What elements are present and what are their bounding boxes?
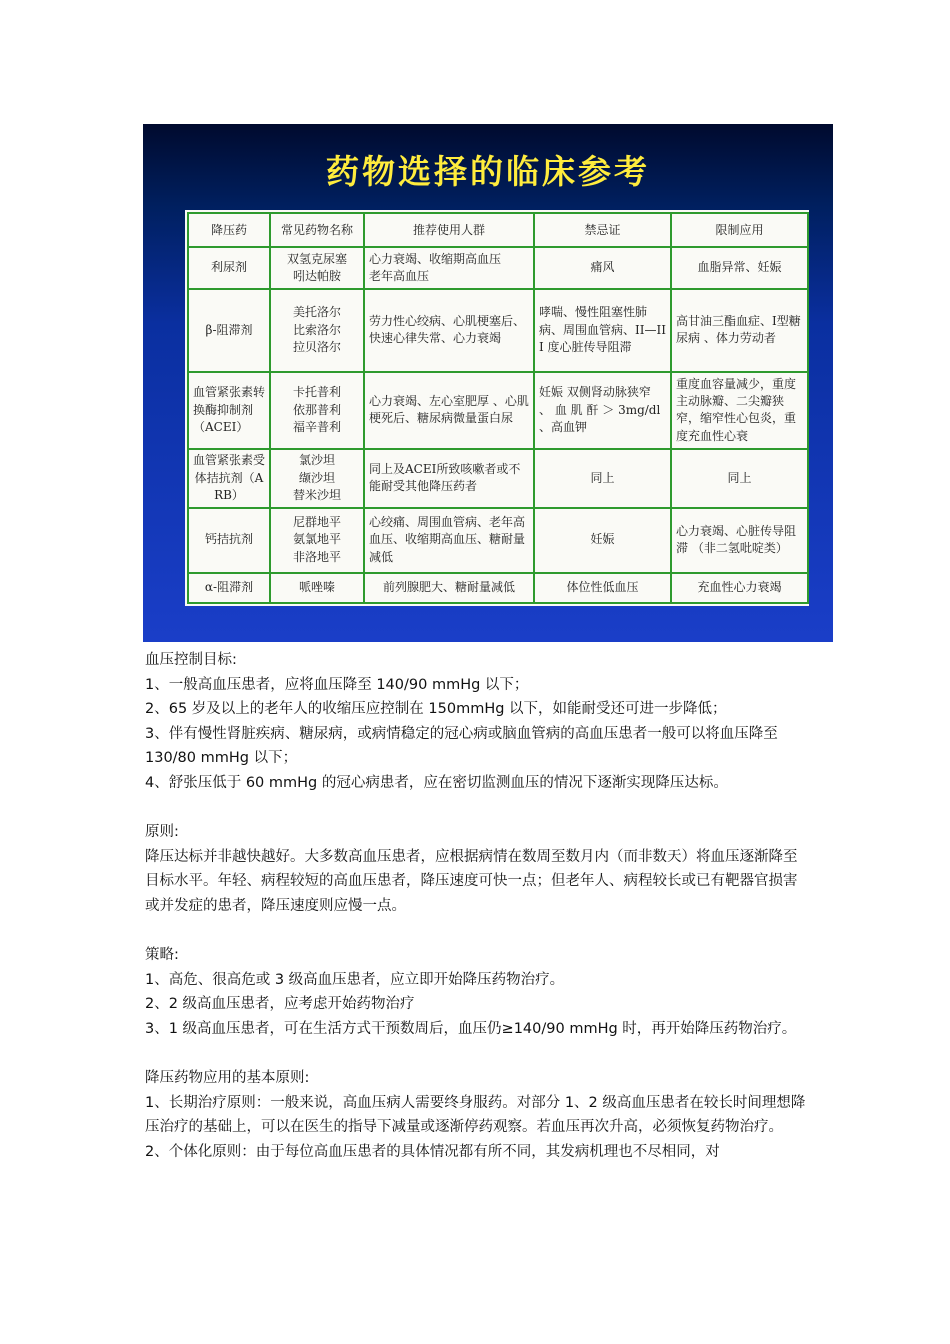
indication-cell: 心力衰竭、收缩期高血压 老年高血压 <box>364 247 534 288</box>
table-row <box>188 289 808 372</box>
section-heading: 策略: <box>145 947 179 964</box>
drug-class-cell: β-阻滞剂 <box>188 289 270 372</box>
spacer <box>145 919 810 944</box>
contraindication-cell: 同上 <box>534 449 671 508</box>
drug-names-cell: 卡托普利 依那普利 福辛普利 <box>270 372 364 449</box>
restriction-cell: 同上 <box>671 449 808 508</box>
restriction-cell: 高甘油三酯血症、I型糖尿病 、体力劳动者 <box>671 289 808 372</box>
indication-cell: 心绞痛、周围血管病、老年高血压、收缩期高血压、糖耐量减低 <box>364 508 534 573</box>
drug-class-cell: α-阻滞剂 <box>188 573 270 603</box>
header-cell: 常见药物名称 <box>270 213 364 247</box>
paragraph: 2、65 岁及以上的老年人的收缩压应控制在 150mmHg 以下，如能耐受还可进一步降低； <box>145 701 727 718</box>
paragraph: 1、长期治疗原则：一般来说，高血压病人需要终身服药。对部分 1、2 级高血压患者在较长时间理想降压治疗的基础上，可以在医生的指导下减量或逐渐停药观察。若血压再次升高，必须恢复药物治疗。 <box>145 1094 806 1136</box>
restriction-cell: 充血性心力衰竭 <box>671 573 808 603</box>
paragraph: 降压达标并非越快越好。大多数高血压患者，应根据病情在数周至数月内（而非数天）将血压逐渐降至目标水平。年轻、病程较短的高血压患者，降压速度可快一点；但老年人、病程较长或已有靶器官损害或并发症的患者，降压速度则应慢一点。 <box>145 848 798 914</box>
table-row <box>188 372 808 449</box>
slide-image <box>143 124 833 642</box>
paragraph: 4、舒张压低于 60 mmHg 的冠心病患者，应在密切监测血压的情况下逐渐实现降压达标。 <box>145 774 728 791</box>
indication-cell: 劳力性心绞病、心肌梗塞后、快速心律失常、心力衰竭 <box>364 289 534 372</box>
table-header-row <box>188 213 808 247</box>
drug-names-cell: 哌唑嗪 <box>270 573 364 603</box>
restriction-cell: 重度血容量减少，重度主动脉瓣、二尖瓣狭窄，缩窄性心包炎，重度充血性心衰 <box>671 372 808 449</box>
contraindication-cell: 痛风 <box>534 247 671 288</box>
drug-names-cell: 美托洛尔 比索洛尔 拉贝洛尔 <box>270 289 364 372</box>
drug-reference-table <box>187 212 809 604</box>
drug-names-cell: 尼群地平 氨氯地平 非洛地平 <box>270 508 364 573</box>
contraindication-cell: 妊娠 双侧肾动脉狭窄 、 血 肌 酐 ＞ 3mg/dl 、高血钾 <box>534 372 671 449</box>
header-cell: 禁忌证 <box>534 213 671 247</box>
paragraph: 1、一般高血压患者，应将血压降至 140/90 mmHg 以下； <box>145 676 529 693</box>
indication-cell: 心力衰竭、左心室肥厚 、心肌梗死后、糖尿病微量蛋白尿 <box>364 372 534 449</box>
restriction-cell: 血脂异常、妊娠 <box>671 247 808 288</box>
restriction-cell: 心力衰竭、心脏传导阻滞 （非二氢吡啶类） <box>671 508 808 573</box>
indication-cell: 同上及ACEI所致咳嗽者或不能耐受其他降压药者 <box>364 449 534 508</box>
paragraph: 2、个体化原则：由于每位高血压患者的具体情况都有所不同，其发病机理也不尽相同，对 <box>145 1143 720 1160</box>
paragraph: 1、高危、很高危或 3 级高血压患者，应立即开始降压药物治疗。 <box>145 971 565 988</box>
table-row <box>188 573 808 603</box>
contraindication-cell: 哮喘、慢性阻塞性肺病、周围血管病、II—III 度心脏传导阻滞 <box>534 289 671 372</box>
paragraph: 2、2 级高血压患者，应考虑开始药物治疗 <box>145 996 415 1013</box>
slide-title: 药物选择的临床参考 <box>326 152 650 191</box>
contraindication-cell: 体位性低血压 <box>534 573 671 603</box>
table-row <box>188 508 808 573</box>
header-cell: 限制应用 <box>671 213 808 247</box>
header-cell: 推荐使用人群 <box>364 213 534 247</box>
drug-names-cell: 氯沙坦 缬沙坦 替米沙坦 <box>270 449 364 508</box>
drug-class-cell: 利尿剂 <box>188 247 270 288</box>
contraindication-cell: 妊娠 <box>534 508 671 573</box>
table-row <box>188 247 808 288</box>
section-heading: 血压控制目标: <box>145 652 237 668</box>
drug-class-cell: 钙拮抗剂 <box>188 508 270 573</box>
paragraph: 3、伴有慢性肾脏疾病、糖尿病，或病情稳定的冠心病或脑血管病的高血压患者一般可以将血压降至 130/80 mmHg 以下； <box>145 725 778 767</box>
spacer <box>145 796 810 821</box>
document-body <box>145 648 810 1164</box>
indication-cell: 前列腺肥大、糖耐量减低 <box>364 573 534 603</box>
drug-class-cell: 血管紧张素转换酶抑制剂 （ACEI） <box>188 372 270 449</box>
spacer <box>145 1042 810 1067</box>
drug-names-cell: 双氢克尿塞 吲达帕胺 <box>270 247 364 288</box>
paragraph: 3、1 级高血压患者，可在生活方式干预数周后，血压仍≥140/90 mmHg 时，再开始降压药物治疗。 <box>145 1020 797 1037</box>
table-row <box>188 449 808 508</box>
header-cell: 降压药 <box>188 213 270 247</box>
section-heading: 原则: <box>145 824 179 841</box>
section-heading: 降压药物应用的基本原则: <box>145 1070 310 1087</box>
drug-class-cell: 血管紧张素受体拮抗剂（ARB） <box>188 449 270 508</box>
